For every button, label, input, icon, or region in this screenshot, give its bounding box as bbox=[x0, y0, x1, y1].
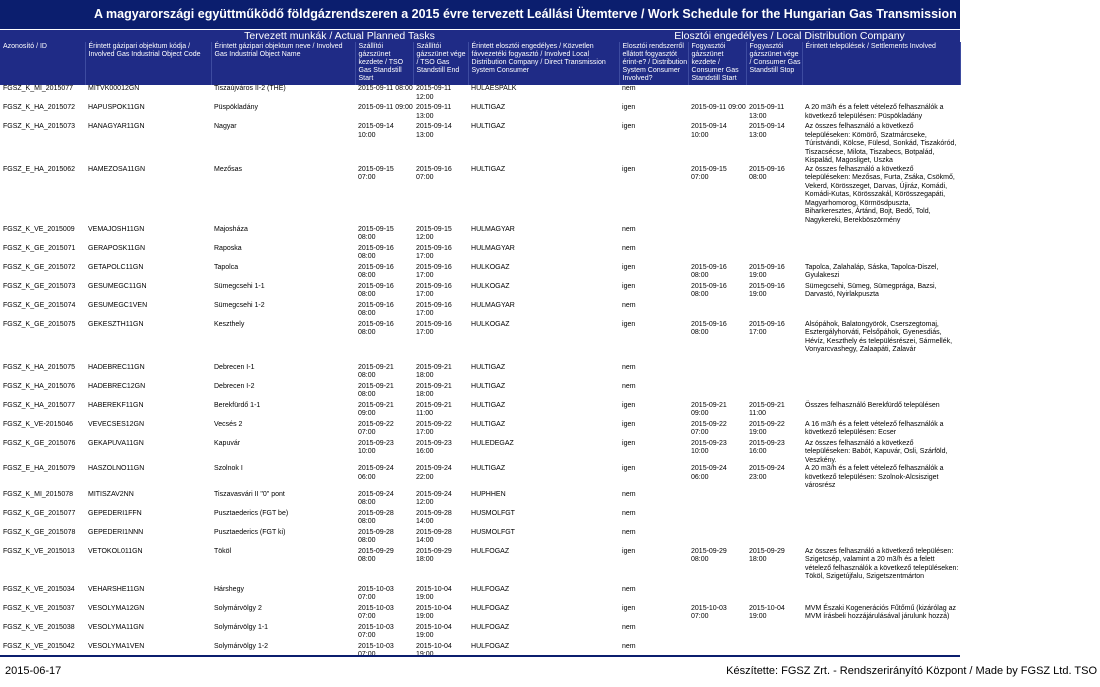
row-tso-end: 2015-10-04 bbox=[416, 642, 452, 650]
row-settlements bbox=[802, 586, 960, 605]
row-tso-start: 2015-09-24 08:00 bbox=[358, 490, 394, 506]
row-settlements bbox=[802, 302, 960, 321]
row-object-code: HABEREKF11GN bbox=[88, 401, 144, 409]
row-object-code: VEMAJOSH11GN bbox=[88, 225, 145, 233]
row-consumer-start bbox=[688, 586, 746, 605]
row-consumer-end: 2015-09-16 19:00 bbox=[749, 282, 785, 298]
row-settlements: Alsópáhok, Balatongyörök, Cserszegtomaj, Esztergályhorváti, Felsőpáhok, Gyenesdiás, Hévíz, Keszthely és településrészei, Sármellék, Vonyarcvashegy, Zalaapáti, Zalavár bbox=[805, 320, 953, 353]
row-consumer-start bbox=[688, 302, 746, 321]
row-ldc: HULTIGAZ bbox=[471, 465, 506, 472]
row-tso-end: 2015-09-24 12:00 bbox=[416, 490, 452, 506]
row-consumer-end bbox=[746, 643, 802, 662]
column-header-object-name: Érintett gázipari objektum neve / Involved Gas Industrial Object Name bbox=[211, 42, 355, 85]
row-settlements bbox=[802, 245, 960, 264]
row-id: FGSZ_K_GE_2015076 bbox=[3, 439, 76, 447]
row-object-code: GERAPOSK11GN bbox=[88, 244, 146, 252]
row-consumer-end bbox=[746, 226, 802, 245]
row-tso-end: 2015-09-23 16:00 bbox=[416, 439, 452, 455]
row-consumer-involved: igen bbox=[622, 282, 636, 290]
row-tso-end: 2015-09-28 14:00 bbox=[416, 509, 452, 525]
row-tso-start: 2015-09-11 09:00 bbox=[358, 104, 413, 111]
row-consumer-start: 2015-09-23 10:00 bbox=[691, 439, 727, 455]
row-tso-end: 2015-10-04 19:00 bbox=[416, 604, 452, 620]
table-row bbox=[0, 104, 960, 123]
row-tso-start: 2015-09-11 08:00 bbox=[358, 85, 413, 92]
row-object-code: HADEBREC11GN bbox=[88, 363, 145, 371]
row-ldc: HUPHHEN bbox=[471, 490, 506, 498]
row-tso-start: 2015-09-22 07:00 bbox=[358, 420, 394, 436]
row-tso-end: 2015-09-16 17:00 bbox=[416, 282, 452, 298]
row-tso-end: 2015-09-14 13:00 bbox=[416, 123, 452, 139]
row-tso-start: 2015-09-16 08:00 bbox=[358, 301, 394, 317]
row-consumer-end bbox=[746, 624, 802, 643]
row-consumer-start: 2015-09-15 07:00 bbox=[691, 165, 727, 181]
row-consumer-end: 2015-09-11 13:00 bbox=[749, 104, 785, 120]
row-tso-start: 2015-09-15 07:00 bbox=[358, 165, 394, 181]
row-consumer-end: 2015-09-23 16:00 bbox=[749, 439, 785, 455]
row-consumer-end bbox=[746, 302, 802, 321]
row-tso-end: 2015-09-16 17:00 bbox=[416, 301, 452, 317]
table-body bbox=[0, 85, 960, 662]
row-object-code: GEPEDERI1FFN bbox=[88, 509, 142, 517]
table-row bbox=[0, 283, 960, 302]
row-consumer-involved: nem bbox=[622, 382, 636, 390]
row-id: FGSZ_K_GE_2015075 bbox=[3, 320, 76, 328]
row-consumer-end bbox=[746, 586, 802, 605]
row-consumer-involved: nem bbox=[622, 490, 636, 498]
row-consumer-end: 2015-09-22 19:00 bbox=[749, 420, 785, 436]
row-consumer-end: 2015-09-16 19:00 bbox=[749, 263, 785, 279]
row-consumer-start: 2015-09-29 08:00 bbox=[691, 547, 727, 563]
row-object-name: Pusztaederics (FGT ki) bbox=[214, 528, 286, 536]
row-object-code: GEKESZTH11GN bbox=[88, 320, 144, 328]
header-spacer-mid bbox=[468, 30, 619, 42]
row-id: FGSZ_K_VE_2015042 bbox=[3, 642, 75, 650]
row-tso-start: 2015-09-29 08:00 bbox=[358, 547, 394, 563]
row-settlements: MVM Északi Kogenerációs Fűtőmű (kizárólag az MVM írásbeli hozzájárulásával járulunk hozzá) bbox=[805, 604, 956, 620]
row-ldc: HULFOGAZ bbox=[471, 585, 510, 593]
row-tso-start: 2015-09-21 09:00 bbox=[358, 401, 394, 417]
row-object-code: VETOKOL011GN bbox=[88, 547, 143, 555]
table-row bbox=[0, 643, 960, 662]
table-row bbox=[0, 85, 960, 104]
row-consumer-start bbox=[688, 383, 746, 402]
table-row bbox=[0, 383, 960, 402]
column-header-id: Azonosító / ID bbox=[0, 42, 85, 85]
row-tso-start: 2015-09-21 08:00 bbox=[358, 382, 394, 398]
table-row bbox=[0, 465, 960, 491]
row-object-name: Tiszaújváros II-2 (THE) bbox=[214, 85, 286, 92]
row-object-name: Berekfürdő 1-1 bbox=[214, 401, 261, 409]
row-consumer-involved: nem bbox=[622, 528, 636, 536]
row-consumer-start: 2015-09-24 06:00 bbox=[691, 465, 727, 481]
row-object-code: HADEBREC12GN bbox=[88, 382, 146, 390]
row-object-code: HASZOLNO11GN bbox=[88, 465, 145, 472]
row-consumer-involved: igen bbox=[622, 604, 636, 612]
row-consumer-involved: igen bbox=[622, 439, 636, 447]
row-ldc: HUSMOLFGT bbox=[471, 528, 515, 536]
row-id: FGSZ_K_GE_2015073 bbox=[3, 282, 76, 290]
row-tso-end: 2015-09-11 12:00 bbox=[416, 85, 452, 101]
row-consumer-involved: igen bbox=[622, 165, 636, 173]
row-id: FGSZ_K_GE_2015077 bbox=[3, 509, 76, 517]
row-tso-end: 2015-09-11 13:00 bbox=[416, 104, 452, 120]
row-consumer-involved: igen bbox=[622, 420, 636, 428]
row-tso-end: 2015-09-21 18:00 bbox=[416, 363, 452, 379]
row-tso-end: 2015-09-28 14:00 bbox=[416, 528, 452, 544]
row-ldc: HULMAGYAR bbox=[471, 244, 515, 252]
row-ldc: HULTIGAZ bbox=[471, 123, 506, 130]
row-ldc: HULTIGAZ bbox=[471, 420, 506, 428]
row-tso-end: 2015-09-16 17:00 bbox=[416, 320, 452, 336]
row-settlements: A 20 m3/h és a felett vételező felhasználók a következő településen: Püspökladány bbox=[805, 104, 944, 120]
row-tso-end: 2015-09-21 18:00 bbox=[416, 382, 452, 398]
row-object-code: VESOLYMA11GN bbox=[88, 623, 144, 631]
table-row bbox=[0, 421, 960, 440]
row-settlements bbox=[802, 226, 960, 245]
row-object-code: HAPUSPOK11GN bbox=[88, 104, 145, 111]
row-id: FGSZ_K_GE_2015074 bbox=[3, 301, 76, 309]
row-consumer-end: 2015-09-14 13:00 bbox=[749, 123, 785, 139]
row-settlements: Sümegcsehi, Sümeg, Sümegprága, Bazsi, Darvastó, Nyirlakpuszta bbox=[805, 282, 937, 298]
row-id: FGSZ_K_HA_2015072 bbox=[3, 104, 75, 111]
row-tso-end: 2015-10-04 19:00 bbox=[416, 585, 452, 601]
row-settlements: A 16 m3/h és a felett vételező felhasználók a következő településen: Ecser bbox=[805, 420, 944, 436]
row-object-name: Keszthely bbox=[214, 320, 245, 328]
row-id: FGSZ_K_VE_2015013 bbox=[3, 547, 75, 555]
footer-date: 2015-06-17 bbox=[5, 665, 62, 677]
row-consumer-end bbox=[746, 85, 802, 104]
table-row bbox=[0, 586, 960, 605]
row-ldc: HULMAGYAR bbox=[471, 301, 515, 309]
row-ldc: HULKOGAZ bbox=[471, 282, 510, 290]
row-object-code: GEKAPUVA11GN bbox=[88, 439, 144, 447]
row-object-name: Vecsés 2 bbox=[214, 420, 243, 428]
row-ldc: HULFOGAZ bbox=[471, 642, 510, 650]
column-header-ldc: Érintett elosztói engedélyes / Közvetlen fávvezetéki fogyasztó / Involved Local Distribution Company / Direct Transmission System Consumer bbox=[468, 42, 619, 85]
row-tso-start: 2015-09-28 08:00 bbox=[358, 509, 394, 525]
row-id: FGSZ_K_HA_2015073 bbox=[3, 123, 75, 130]
row-tso-end: 2015-09-24 22:00 bbox=[416, 465, 452, 481]
row-tso-start: 2015-09-16 08:00 bbox=[358, 320, 394, 336]
row-consumer-end bbox=[746, 529, 802, 548]
row-ldc: HULTIGAZ bbox=[471, 382, 506, 390]
row-consumer-start: 2015-09-16 08:00 bbox=[691, 263, 727, 279]
row-id: FGSZ_K_VE_2015034 bbox=[3, 585, 75, 593]
row-consumer-start bbox=[688, 643, 746, 662]
row-consumer-involved: igen bbox=[622, 104, 636, 111]
footer-rule bbox=[0, 655, 960, 657]
row-object-code: GETAPOLC11GN bbox=[88, 263, 144, 271]
table-row bbox=[0, 605, 960, 624]
row-tso-start: 2015-10-03 07:00 bbox=[358, 623, 394, 639]
row-settlements bbox=[802, 364, 960, 383]
row-consumer-involved: nem bbox=[622, 244, 636, 252]
row-ldc: HUSMOLFGT bbox=[471, 509, 515, 517]
row-consumer-start: 2015-09-14 10:00 bbox=[691, 123, 727, 139]
row-tso-end: 2015-09-29 18:00 bbox=[416, 547, 452, 563]
table-row bbox=[0, 402, 960, 421]
row-settlements: Az összes felhasználó a következő településen: Szigetcsép, valamint a 20 m3/h és a felett vételező felhasználók a következő településeken: Tököl, Szigetújfalu, Szigetszentmárton bbox=[805, 547, 959, 580]
row-object-code: GESUMEGC1VEN bbox=[88, 301, 148, 309]
row-tso-end: 2015-09-22 17:00 bbox=[416, 420, 452, 436]
row-object-name: Pusztaederics (FGT be) bbox=[214, 509, 289, 517]
row-object-code: GESUMEGC11GN bbox=[88, 282, 147, 290]
column-header-settlements: Érintett települések / Settlements Involved bbox=[802, 42, 960, 85]
row-consumer-end bbox=[746, 491, 802, 510]
row-consumer-end bbox=[746, 510, 802, 529]
table-row bbox=[0, 491, 960, 510]
footer-author: Készítette: FGSZ Zrt. - Rendszerirányító Központ / Made by FGSZ Ltd. TSO bbox=[726, 665, 1097, 677]
group-header-distribution: Elosztói engedélyes / Local Distribution Company bbox=[619, 30, 960, 42]
table-row bbox=[0, 548, 960, 586]
row-object-name: Debrecen I-2 bbox=[214, 382, 255, 390]
table-row bbox=[0, 123, 960, 166]
row-ldc: HULMAGYAR bbox=[471, 225, 515, 233]
row-tso-end: 2015-09-16 17:00 bbox=[416, 263, 452, 279]
row-object-code: MITISZAV2NN bbox=[88, 490, 134, 498]
row-consumer-start: 2015-10-03 07:00 bbox=[691, 604, 727, 620]
row-object-name: Sümegcsehi 1-2 bbox=[214, 301, 265, 309]
table-row bbox=[0, 264, 960, 283]
row-settlements bbox=[802, 510, 960, 529]
row-tso-start: 2015-09-15 08:00 bbox=[358, 225, 394, 241]
row-id: FGSZ_K_GE_2015071 bbox=[3, 244, 76, 252]
row-consumer-involved: nem bbox=[622, 85, 636, 92]
row-consumer-involved: igen bbox=[622, 123, 636, 130]
row-consumer-start bbox=[688, 245, 746, 264]
row-id: FGSZ_K_VE_2015009 bbox=[3, 225, 75, 233]
row-object-name: Szolnok I bbox=[214, 465, 243, 472]
table-row bbox=[0, 321, 960, 364]
row-consumer-start bbox=[688, 624, 746, 643]
row-ldc: HULKOGAZ bbox=[471, 263, 510, 271]
row-object-name: Solymárvölgy 1-1 bbox=[214, 623, 269, 631]
row-consumer-start bbox=[688, 226, 746, 245]
row-id: FGSZ_K_VE_2015037 bbox=[3, 604, 75, 612]
row-object-name: Tököl bbox=[214, 547, 232, 555]
row-ldc: HULTIGAZ bbox=[471, 165, 506, 173]
row-consumer-start bbox=[688, 529, 746, 548]
row-id: FGSZ_E_HA_2015062 bbox=[3, 165, 75, 173]
schedule-table-container bbox=[0, 30, 960, 662]
row-id: FGSZ_K_GE_2015078 bbox=[3, 528, 76, 536]
row-consumer-start: 2015-09-16 08:00 bbox=[691, 320, 727, 336]
column-header-tso-end: Szállítói gázszünet vége / TSO Gas Standstill End bbox=[413, 42, 468, 85]
row-object-name: Nagyar bbox=[214, 123, 237, 130]
row-consumer-end bbox=[746, 245, 802, 264]
document-title: A magyarországi együttműködő földgázrendszeren a 2015 évre tervezett Leállási Ütemterve / Work Schedule for the Hungarian Gas Transmission System Subject to 2015 bbox=[0, 0, 960, 29]
row-settlements bbox=[802, 491, 960, 510]
row-id: FGSZ_K_MI_2015077 bbox=[3, 85, 74, 92]
row-object-name: Solymárvölgy 1-2 bbox=[214, 642, 269, 650]
table-row bbox=[0, 166, 960, 226]
row-consumer-involved: nem bbox=[622, 623, 636, 631]
row-tso-end: 2015-09-15 12:00 bbox=[416, 225, 452, 241]
row-tso-start: 2015-09-21 08:00 bbox=[358, 363, 394, 379]
table-row bbox=[0, 245, 960, 264]
column-header-consumer-start: Fogyasztói gázszünet kezdete / Consumer Gas Standstill Start bbox=[688, 42, 746, 85]
row-consumer-start bbox=[688, 491, 746, 510]
table-row bbox=[0, 624, 960, 643]
row-ldc: HULAESPALK bbox=[471, 85, 517, 92]
row-object-name: Debrecen I-1 bbox=[214, 363, 255, 371]
row-object-name: Hárshegy bbox=[214, 585, 244, 593]
row-object-name: Majosháza bbox=[214, 225, 248, 233]
row-ldc: HULFOGAZ bbox=[471, 623, 510, 631]
row-settlements: Az összes felhasználó a következő településeken: Babót, Kapuvár, Osli, Szárföld, Veszkény. bbox=[805, 439, 948, 464]
row-ldc: HULTIGAZ bbox=[471, 104, 506, 111]
row-object-code: VESOLYMA12GN bbox=[88, 604, 145, 612]
row-object-name: Tapolca bbox=[214, 263, 239, 271]
row-id: FGSZ_E_HA_2015079 bbox=[3, 465, 75, 472]
row-object-name: Kapuvár bbox=[214, 439, 241, 447]
table-row bbox=[0, 440, 960, 466]
column-header-consumer-involved: Elosztói rendszerről ellátott fogyasztót érint-e? / Distribution System Consumer Involved? bbox=[619, 42, 688, 85]
row-tso-start: 2015-10-03 07:00 bbox=[358, 585, 394, 601]
row-consumer-start: 2015-09-22 07:00 bbox=[691, 420, 727, 436]
row-consumer-start bbox=[688, 85, 746, 104]
row-tso-start: 2015-09-14 10:00 bbox=[358, 123, 394, 139]
row-object-code: HANAGYAR11GN bbox=[88, 123, 145, 130]
row-object-code: VEHARSHE11GN bbox=[88, 585, 145, 593]
row-consumer-end: 2015-09-16 08:00 bbox=[749, 165, 785, 181]
row-consumer-involved: nem bbox=[622, 585, 636, 593]
row-tso-start: 2015-09-16 08:00 bbox=[358, 244, 394, 260]
row-tso-start: 2015-09-16 08:00 bbox=[358, 263, 394, 279]
row-object-name: Tiszavasvári II "0" pont bbox=[214, 490, 285, 498]
row-tso-start: 2015-09-28 08:00 bbox=[358, 528, 394, 544]
row-consumer-involved: igen bbox=[622, 320, 636, 328]
row-tso-end: 2015-09-16 07:00 bbox=[416, 165, 452, 181]
table-row bbox=[0, 364, 960, 383]
column-header-tso-start: Szállítói gázszünet kezdete / TSO Gas Standstill Start bbox=[355, 42, 413, 85]
row-ldc: HULFOGAZ bbox=[471, 604, 510, 612]
row-consumer-end bbox=[746, 383, 802, 402]
row-consumer-start: 2015-09-21 09:00 bbox=[691, 401, 727, 417]
header-spacer-left bbox=[0, 30, 211, 42]
column-header-consumer-end: Fogyasztói gázszünet vége / Consumer Gas Standstill Stop bbox=[746, 42, 802, 85]
row-id: FGSZ_K_MI_2015078 bbox=[3, 490, 74, 498]
row-object-name: Raposka bbox=[214, 244, 242, 252]
row-consumer-end: 2015-09-16 17:00 bbox=[749, 320, 785, 336]
row-consumer-involved: nem bbox=[622, 363, 636, 371]
row-settlements: Az összes felhasználó a következő településeken: Mezősas, Furta, Zsáka, Csökmő, Vekerd, Körösszeget, Darvas, Újiráz, Komádi, Komádi-Kutas, Körösszakál, Körösszegapáti, Magyarhomorog, Körmösdpuszta, Biharkeresztes, Ártánd, Bojt, Bedő, Told, Nagykereki, Berekböszörmény bbox=[805, 165, 955, 224]
row-object-name: Solymárvölgy 2 bbox=[214, 604, 262, 612]
row-tso-end: 2015-10-04 19:00 bbox=[416, 623, 452, 639]
column-header-object-code: Érintett gázipari objektum kódja / Involved Gas Industrial Object Code bbox=[85, 42, 211, 85]
row-consumer-involved: igen bbox=[622, 263, 636, 271]
row-settlements: A 20 m3/h és a felett vételező felhasználók a következő településen: Szolnok-Alcsisziget városrész bbox=[805, 465, 944, 489]
row-consumer-end bbox=[746, 364, 802, 383]
row-consumer-involved: nem bbox=[622, 301, 636, 309]
table-row bbox=[0, 510, 960, 529]
row-consumer-end: 2015-09-24 23:00 bbox=[749, 465, 785, 481]
row-object-name: Sümegcsehi 1-1 bbox=[214, 282, 265, 290]
row-settlements bbox=[802, 624, 960, 643]
row-id: FGSZ_K_HA_2015075 bbox=[3, 363, 75, 371]
row-ldc: HULTIGAZ bbox=[471, 401, 506, 409]
row-consumer-end: 2015-09-29 18:00 bbox=[749, 547, 785, 563]
row-consumer-involved: igen bbox=[622, 401, 636, 409]
row-consumer-involved: nem bbox=[622, 642, 636, 650]
row-consumer-start: 2015-09-11 09:00 bbox=[691, 104, 746, 111]
row-id: FGSZ_K_VE_2015038 bbox=[3, 623, 75, 631]
table-row bbox=[0, 302, 960, 321]
row-consumer-involved: igen bbox=[622, 547, 636, 555]
row-settlements: Az összes felhasználó a következő településeken: Kömörő, Szatmárcseke, Túristvándi, Kölcse, Fülesd, Sonkád, Tiszakóród, Tiszacsécse, Milota, Tiszabecs, Botpalád, Kispalád, Magosliget, Uszka bbox=[805, 123, 957, 164]
table-row bbox=[0, 529, 960, 548]
row-consumer-involved: nem bbox=[622, 225, 636, 233]
row-tso-start: 2015-10-03 bbox=[358, 642, 394, 650]
row-object-code: HAMEZOSA11GN bbox=[88, 165, 146, 173]
row-settlements: Összes felhasználó Berekfürdő településen bbox=[805, 401, 940, 409]
table-row bbox=[0, 226, 960, 245]
row-consumer-start bbox=[688, 364, 746, 383]
row-consumer-start bbox=[688, 510, 746, 529]
group-header-planned: Tervezett munkák / Actual Planned Tasks bbox=[211, 30, 468, 42]
row-consumer-end: 2015-09-21 11:00 bbox=[749, 401, 785, 417]
row-id: FGSZ_K_HA_2015077 bbox=[3, 401, 75, 409]
row-object-code: GEPEDERI1NNN bbox=[88, 528, 144, 536]
schedule-table bbox=[0, 30, 961, 662]
row-settlements bbox=[802, 383, 960, 402]
row-settlements: Tapolca, Zalahaláp, Sáska, Tapolca-Diszel, Gyulakeszi bbox=[805, 263, 939, 279]
row-settlements bbox=[802, 85, 960, 104]
row-object-name: Mezősas bbox=[214, 165, 243, 173]
row-tso-start: 2015-09-23 10:00 bbox=[358, 439, 394, 455]
row-tso-end: 2015-09-21 11:00 bbox=[416, 401, 452, 417]
row-object-code: VEVECSES12GN bbox=[88, 420, 145, 428]
row-consumer-start: 2015-09-16 08:00 bbox=[691, 282, 727, 298]
row-settlements bbox=[802, 643, 960, 662]
row-object-code: MITVK00012GN bbox=[88, 85, 140, 92]
row-tso-end: 2015-09-16 17:00 bbox=[416, 244, 452, 260]
row-id: FGSZ_K_HA_2015076 bbox=[3, 382, 75, 390]
row-tso-start: 2015-09-16 08:00 bbox=[358, 282, 394, 298]
row-ldc: HULEDEGAZ bbox=[471, 439, 514, 447]
row-object-name: Püspökladány bbox=[214, 104, 258, 111]
row-id: FGSZ_K_VE-2015046 bbox=[3, 420, 74, 428]
row-consumer-end: 2015-10-04 19:00 bbox=[749, 604, 785, 620]
row-consumer-involved: nem bbox=[622, 509, 636, 517]
row-consumer-involved: igen bbox=[622, 465, 636, 472]
row-tso-start: 2015-10-03 07:00 bbox=[358, 604, 394, 620]
row-ldc: HULKOGAZ bbox=[471, 320, 510, 328]
row-ldc: HULTIGAZ bbox=[471, 363, 506, 371]
row-settlements bbox=[802, 529, 960, 548]
row-ldc: HULFOGAZ bbox=[471, 547, 510, 555]
row-tso-start: 2015-09-24 06:00 bbox=[358, 465, 394, 481]
row-id: FGSZ_K_GE_2015072 bbox=[3, 263, 76, 271]
row-object-code: VESOLYMA1VEN bbox=[88, 642, 145, 650]
